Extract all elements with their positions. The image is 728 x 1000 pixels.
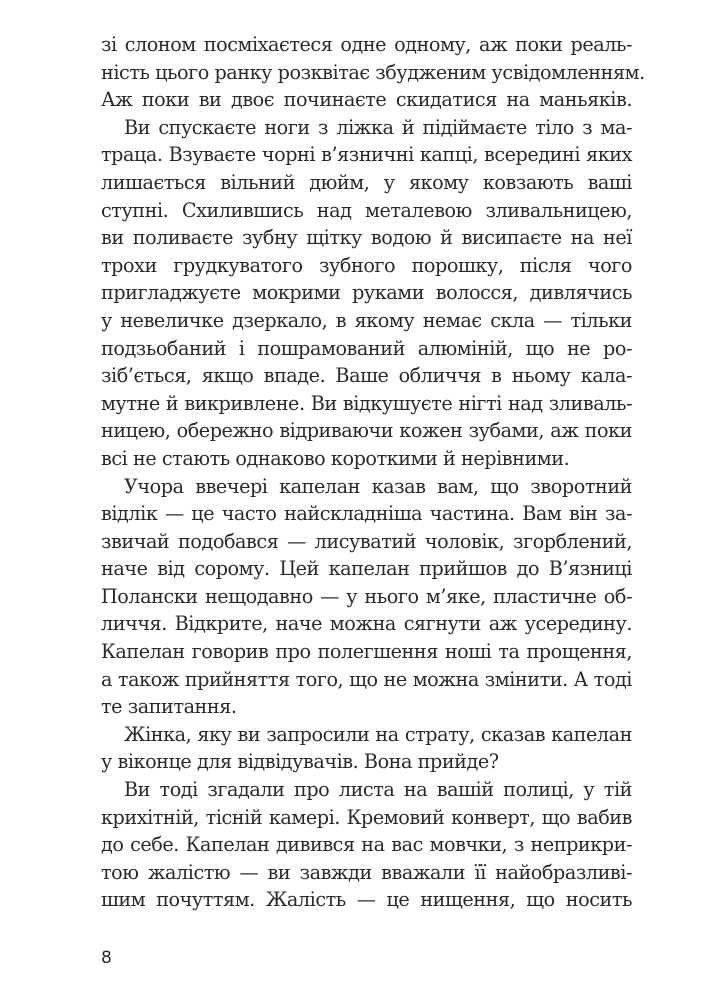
text-line: Полански нещодавно — у нього м’яке, пластичне об- — [101, 584, 632, 608]
text-line: те запитання. — [101, 695, 237, 719]
text-line: Учора ввечері капелан казав вам, що зворотний — [124, 474, 632, 498]
text-line: всі не стають однаково короткими й нерівними. — [101, 446, 570, 470]
text-line: у віконце для відвідувачів. Вона прийде? — [101, 750, 499, 774]
text-line: трохи грудкуватого зубного порошку, після чого — [101, 253, 632, 277]
text-line: Ви спускаєте ноги з ліжка й підіймаєте тіло з ма- — [124, 115, 632, 139]
text-line: личчя. Відкрите, наче можна сягнути аж усередину. — [101, 612, 632, 636]
text-line: крихітній, тісній камері. Кремовий конверт, що вабив — [101, 805, 632, 829]
text-line: шим почуттям. Жалість — це нищення, що носить — [101, 888, 632, 912]
paragraph — [101, 473, 632, 721]
text-line: мутне й викривлене. Ви відкушуєте нігті над зливаль- — [101, 391, 632, 415]
text-line: Ви тоді згадали про листа на вашій полиці, у тій — [124, 778, 632, 802]
text-line: у невеличке дзеркало, в якому немає скла — тільки — [101, 308, 632, 332]
text-line: лишається вільний дюйм, у якому ковзають ваші — [101, 170, 632, 194]
text-line: зіб’ється, якщо впаде. Ваше обличчя в ньому кала- — [101, 364, 632, 388]
text-line: Аж поки ви двоє починаєте скидатися на маньяків. — [101, 88, 632, 112]
text-line: ницею, обережно відриваючи кожен зубами, аж поки — [101, 419, 632, 443]
paragraph — [101, 721, 632, 776]
paragraph — [101, 776, 632, 914]
text-line: ви поливаєте зубну щітку водою й висипаєте на неї — [101, 226, 632, 250]
text-line: звичай подобався — лисуватий чоловік, згорблений, — [101, 529, 632, 553]
text-line: подзьобаний і пошрамований алюміній, що не ро- — [101, 336, 632, 360]
text-line: наче від сорому. Цей капелан прийшов до В’язниці — [101, 557, 632, 581]
text-line: Жінка, яку ви запросили на страту, сказав капелан — [124, 722, 632, 746]
paragraph — [101, 31, 645, 114]
text-line: відлік — це часто найскладніша частина. Вам він за- — [101, 502, 632, 526]
text-line: до себе. Капелан дивився на вас мовчки, з неприкри- — [101, 833, 632, 857]
text-line: пригладжуєте мокрими руками волосся, дивлячись — [101, 281, 632, 305]
body-text — [101, 31, 645, 914]
text-line: ступні. Схилившись над металевою зливальницею, — [101, 198, 632, 222]
text-line: зі слоном посміхаєтеся одне одному, аж поки реаль- — [101, 33, 632, 56]
text-line: Капелан говорив про полегшення ноші та прощення, — [101, 640, 632, 664]
text-line: траца. Взуваєте чорні в’язничні капці, всередині яких — [101, 143, 632, 167]
paragraph — [101, 114, 632, 473]
page-number: 8 — [101, 948, 112, 968]
text-line: ність цього ранку розквітає збудженим усвідомленням. — [101, 60, 645, 84]
text-line: а також прийняття того, що не можна змінити. А тоді — [101, 667, 632, 691]
text-line: тою жалістю — ви завжди вважали її найобразливі- — [101, 860, 632, 884]
